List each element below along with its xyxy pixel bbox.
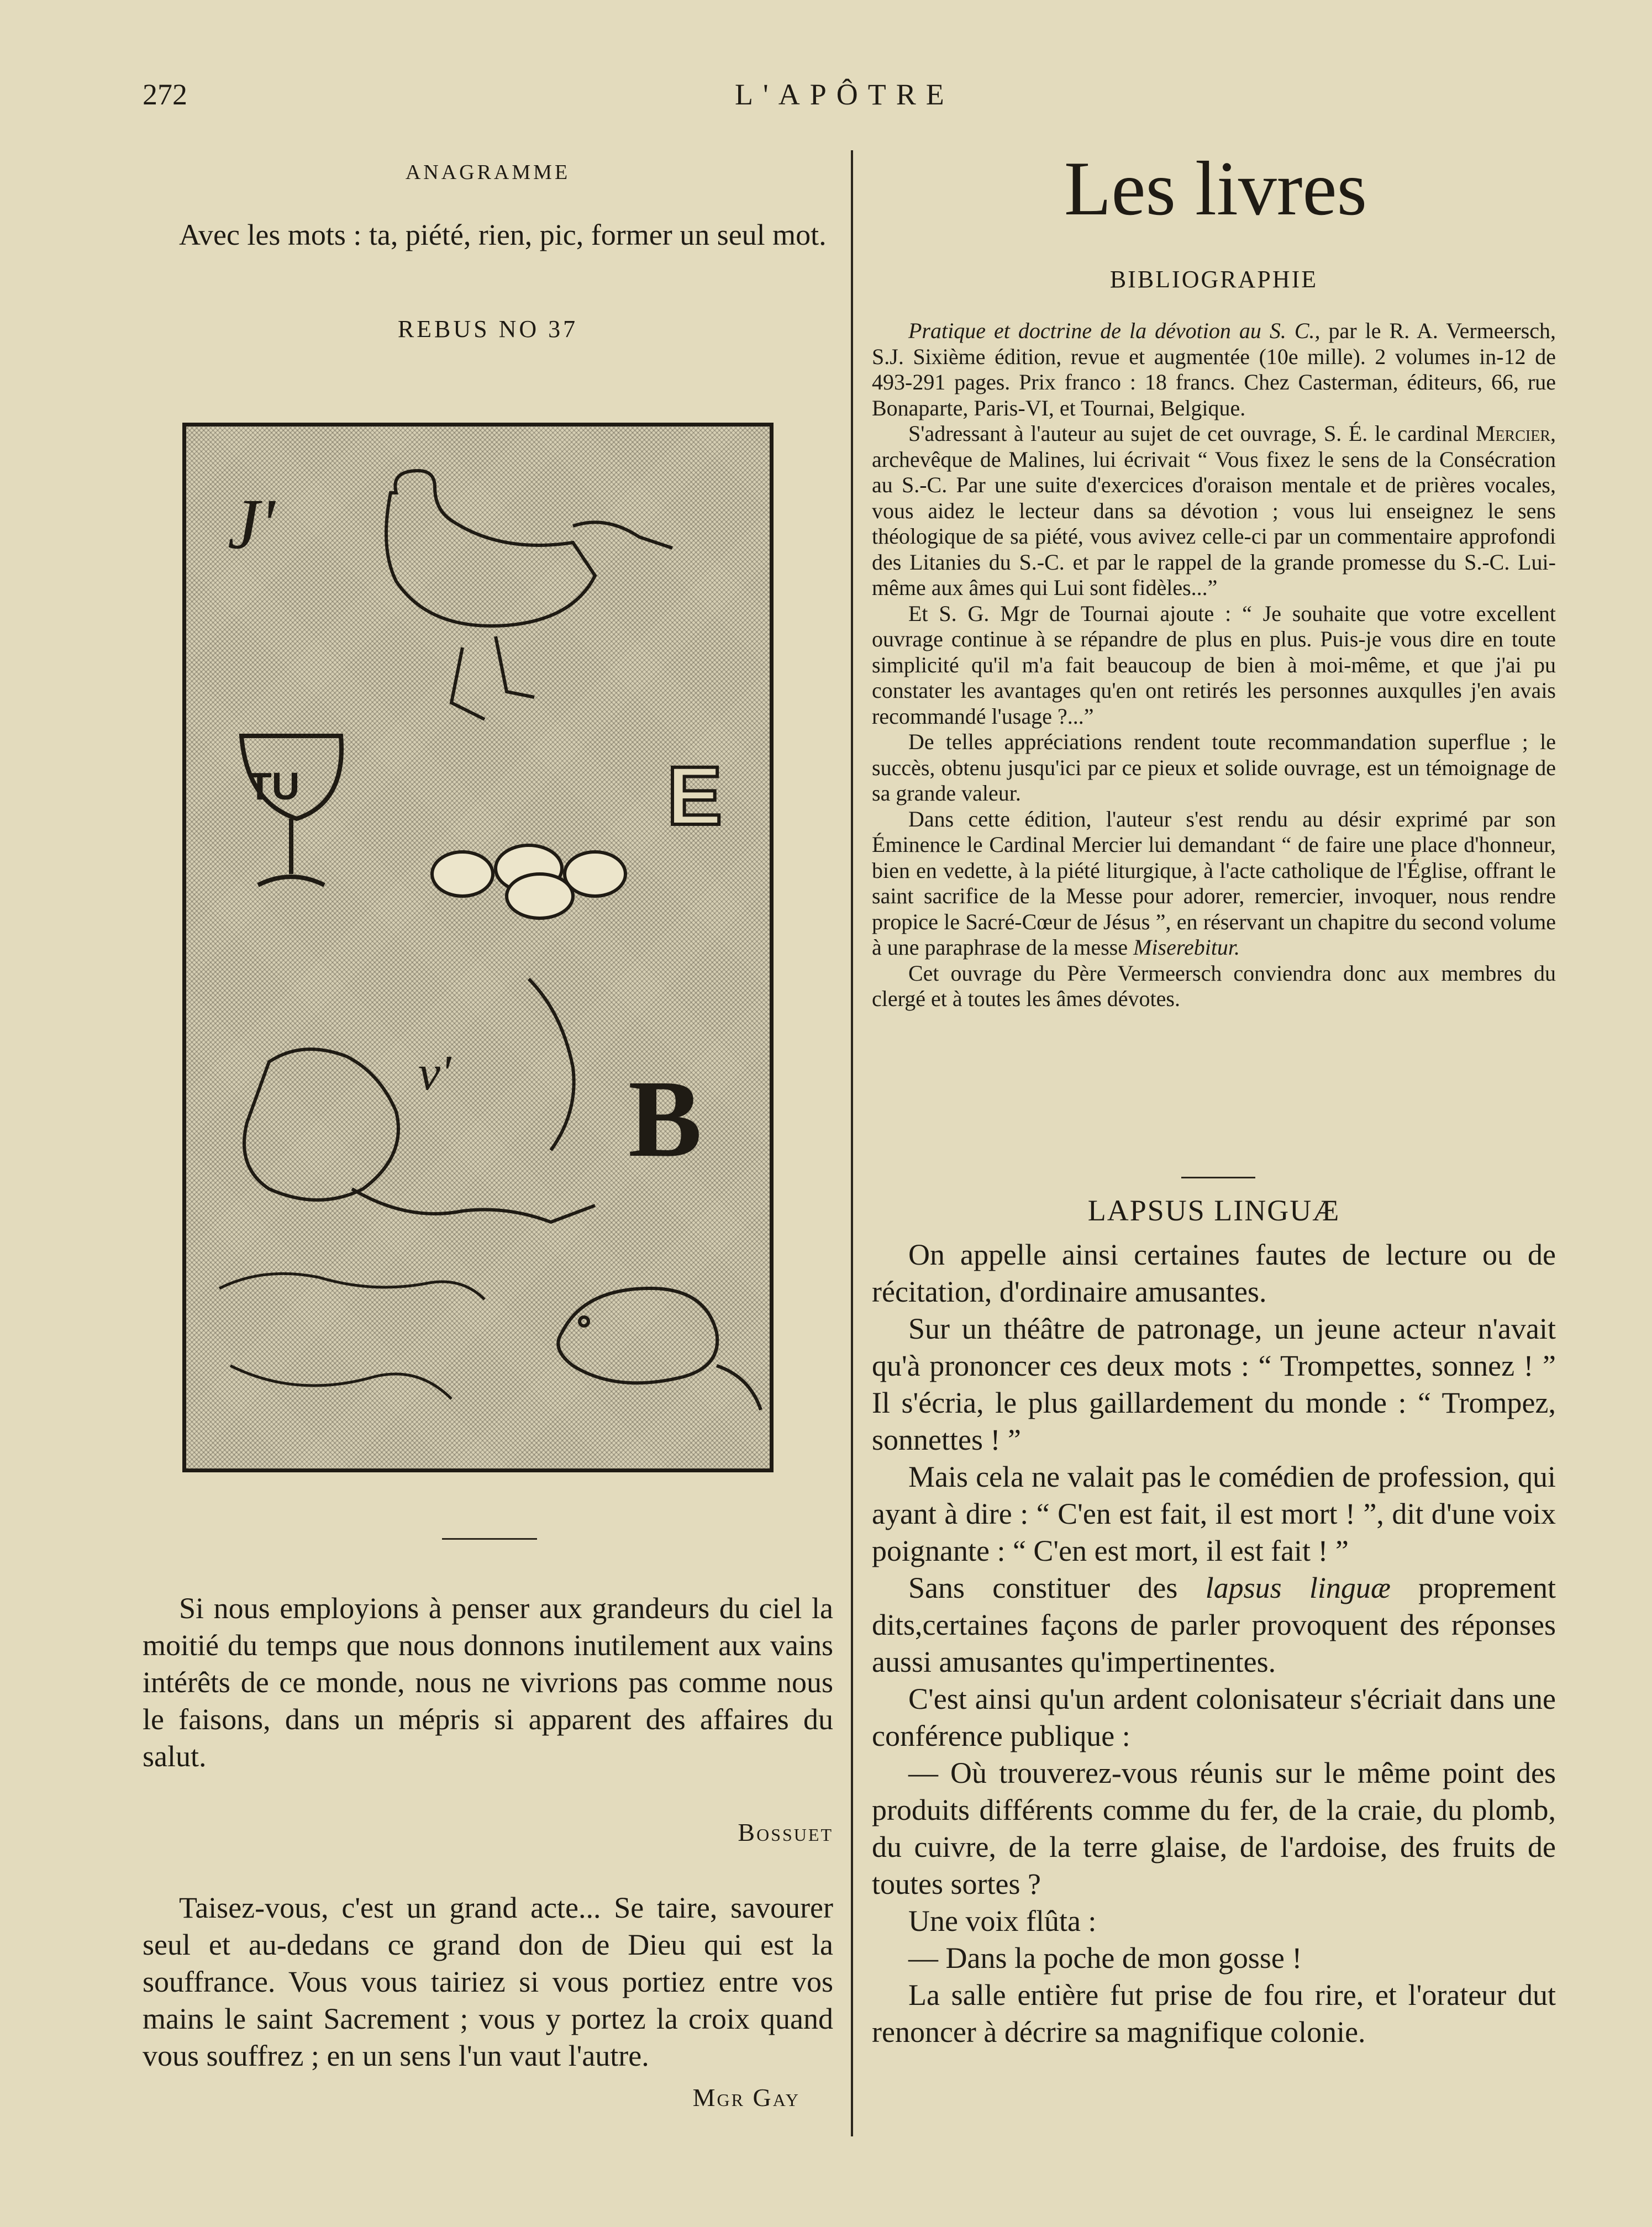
bossuet-signature: Bossuet — [738, 1818, 833, 1846]
lapsus-p1: On appelle ainsi certaines fautes de lecture ou de récitation, d'ordinaire amusantes. — [872, 1238, 1556, 1308]
cardinal-name: Mercier — [1475, 421, 1550, 446]
review-paragraph-5: Cet ouvrage du Père Vermeersch conviendra donc aux membres du clergé et à toutes les âmes dévotes. — [872, 960, 1556, 1011]
page-number: 272 — [143, 78, 187, 111]
section-title: Les livres — [1064, 146, 1367, 231]
bossuet-quote: Si nous employions à penser aux grandeurs du ciel la moitié du temps que nous donnons inutilement aux vains intérêts de ce monde, nous ne vivrions pas comme nous le faisons, dans un mépris si apparent des affaires du salut. — [143, 1592, 833, 1773]
review-p4-start: Dans cette édition, l'auteur s'est rendu au désir exprimé par son Éminence le Cardinal Mercier lui demandant “ de faire une place d'honneur, bien en vedette, à la piété liturgique, à l'acte catholique de l'Église, offrant le saint sacrifice de la Messe pour adorer, remercier, invoquer, nous rendre propice le Sacré-Cœur de Jésus ”, en réservant un chapitre du second volume à une paraphrase de la messe — [872, 806, 1556, 960]
running-title: L'APÔTRE — [735, 78, 954, 111]
bibliography-body — [872, 318, 1556, 1012]
rebus-glyph-v: v' — [418, 1046, 451, 1101]
lapsus-p4-end: proprement dits,certaines façons de parler provoquent des réponses aussi amusantes qu'impertinentes. — [872, 1571, 1556, 1678]
glass-drawing — [241, 736, 341, 885]
review-paragraph-4 — [872, 807, 1556, 961]
lapsus-p6: — Où trouverez-vous réunis sur le même point des produits différents comme du fer, de la craie, du plomb, du cuivre, de la terre glaise, de l'ardoise, des fruits de toutes sortes ? — [872, 1756, 1556, 1900]
section-rule — [1181, 1177, 1255, 1178]
gay-signature: Mgr Gay — [692, 2083, 800, 2112]
goose-drawing — [386, 471, 672, 719]
lapsus-p7: Une voix flûta : — [908, 1904, 1097, 1938]
lapsus-p3: Mais cela ne valait pas le comédien de profession, qui ayant à dire : “ C'en est fait, il est mort ! ”, dit d'une voix poignante : “ C'en est mort, il est fait ! ” — [872, 1460, 1556, 1567]
lapsus-p4 — [872, 1570, 1556, 1681]
rebus-glyph-b: B — [628, 1058, 702, 1180]
review-paragraph-1 — [872, 421, 1556, 601]
lapsus-body — [872, 1236, 1556, 2051]
rebus-illustration — [182, 423, 774, 1472]
book-details: par le R. A. Vermeersch, S.J. Sixième édition, revue et augmentée (10e mille). 2 volumes in-12 de 493-291 pages. Prix franco : 18 francs. Chez Casterman, éditeurs, 66, rue Bonaparte, Paris-VI, et Tournai, Belgique. — [872, 318, 1556, 420]
rat-drawing — [558, 1288, 761, 1410]
review-p1-end: , archevêque de Malines, lui écrivait “ Vous fixez le sens de la Consécration au S.-C. Par une suite d'exercices d'oraison mentale et de prières vocales, vous aidez le lecteur dans sa dévotion ; vous lui enseignez le sens théologique de sa piété, vous avivez celle-ci par un commentaire approfondi des Litanies du S.-C. et par le rappel de la grande promesse du S.-C. Lui-même aux âmes qui Lui sont fidèles...” — [872, 421, 1556, 600]
bibliography-heading: BIBLIOGRAPHIE — [1109, 266, 1318, 293]
lapsus-term: lapsus linguæ — [1205, 1571, 1391, 1604]
review-paragraph-2: Et S. G. Mgr de Tournai ajoute : “ Je souhaite que votre excellent ouvrage continue à se répandre de plus en plus. Puis-je vous dire en toute simplicité qu'il m'a fait beaucoup de bien à moi-même, et que j'ai pu constater les avantages qu'en ont retirés les personnes auxqulles j'en avais recommandé l'usage ?...” — [872, 601, 1556, 729]
miserebitur: Miserebitur. — [1133, 935, 1240, 960]
anagram-heading: ANAGRAMME — [405, 161, 571, 184]
lapsus-p8: — Dans la poche de mon gosse ! — [908, 1941, 1302, 1975]
review-p1-start: S'adressant à l'auteur au sujet de cet ouvrage, S. É. le cardinal — [908, 421, 1476, 446]
rebus-heading: REBUS NO 37 — [397, 315, 578, 343]
eggs-drawing — [432, 845, 625, 918]
rebus-drawing — [186, 427, 770, 1468]
lapsus-p9: La salle entière fut prise de fou rire, et l'orateur dut renoncer à décrire sa magnifique colonie. — [872, 1978, 1556, 2049]
rebus-glyph-tu: TU — [248, 765, 300, 808]
bird-drawing — [244, 979, 595, 1222]
rebus-glyph-j: J' — [228, 485, 275, 564]
book-reference — [872, 318, 1556, 421]
lapsus-heading: LAPSUS LINGUÆ — [1087, 1194, 1340, 1227]
separator-rule — [442, 1538, 537, 1540]
anagram-text: Avec les mots : ta, piété, rien, pic, former un seul mot. — [179, 218, 827, 251]
book-title: Pratique et doctrine de la dévotion au S. C., — [908, 318, 1320, 343]
lapsus-p2: Sur un théâtre de patronage, un jeune acteur n'avait qu'à prononcer ces deux mots : “ Trompettes, sonnez ! ” Il s'écria, le plus gaillardement du monde : “ Trompez, sonnettes ! ” — [872, 1312, 1556, 1456]
lapsus-p5: C'est ainsi qu'un ardent colonisateur s'écriait dans une conférence publique : — [872, 1682, 1556, 1752]
lapsus-p4-start: Sans constituer des — [908, 1571, 1206, 1604]
review-paragraph-3: De telles appréciations rendent toute recommandation superflue ; le succès, obtenu jusqu'ici par ce pieux et solide ouvrage, est un témoignage de sa grande valeur. — [872, 729, 1556, 805]
rebus-glyph-e: E — [667, 749, 723, 842]
gay-quote: Taisez-vous, c'est un grand acte... Se taire, savourer seul et au-dedans ce grand don de Dieu qui est la souffrance. Vous vous tairiez si vous portiez entre vos mains le saint Sacrement ; vous y portez la croix quand vous souffrez ; en un sens l'un vaut l'autre. — [143, 1891, 833, 2072]
foliage-drawing — [219, 1273, 485, 1399]
column-divider — [851, 150, 853, 2136]
